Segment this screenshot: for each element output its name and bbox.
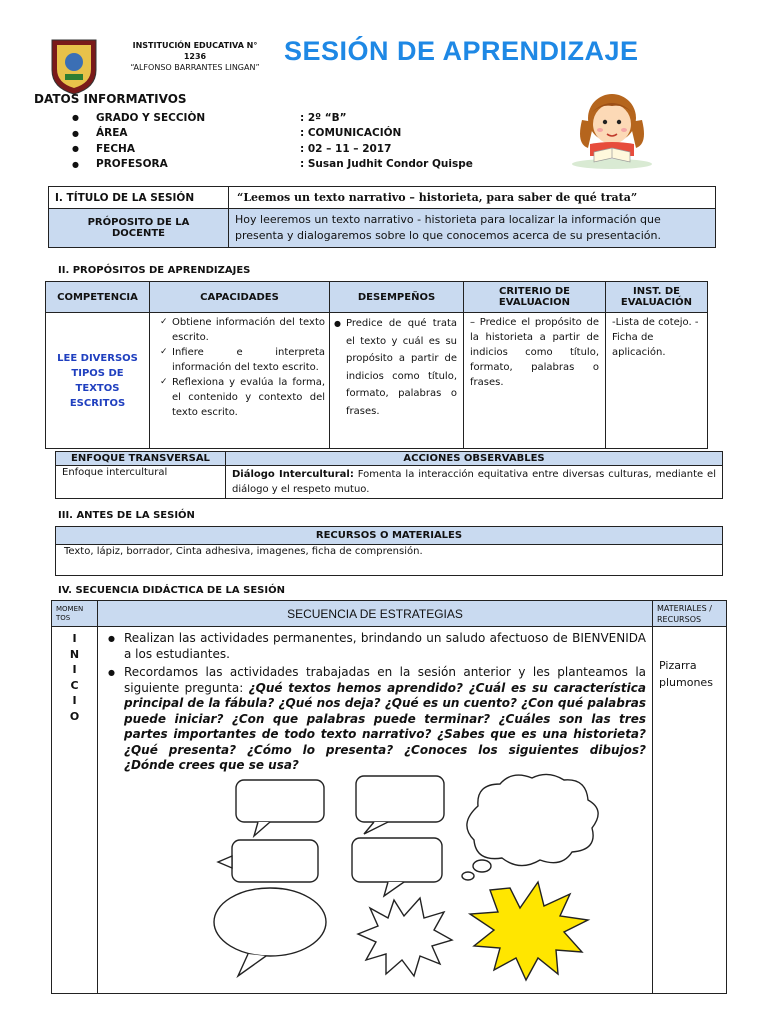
antes-heading: III. ANTES DE LA SESIÓN (58, 510, 195, 521)
recursos-table (55, 526, 723, 576)
propositos-table (45, 281, 708, 449)
col-materiales: MATERIALES / RECURSOS (653, 601, 727, 627)
speech-bubble-rect (356, 776, 444, 834)
strategy-item (102, 631, 646, 662)
enfoque-header: ENFOQUE TRANSVERSAL (56, 452, 226, 466)
moment-letter: O (69, 709, 80, 723)
instrumento-value: -Lista de cotejo. -Ficha de aplicación. (606, 313, 708, 449)
capacidades-list (160, 315, 325, 420)
datos-row: ● GRADO Y SECCIÒN : 2º “B” (72, 111, 347, 124)
strategy-item (102, 665, 646, 774)
datos-row: ● FECHA : 02 – 11 – 2017 (72, 142, 392, 155)
proposito-value: Hoy leeremos un texto narrativo - historieta para localizar la información que presenta y dialogaremos sobre lo que conocemos acerca de su presentación. (229, 209, 716, 248)
desempeno-item: ● Predice de qué trata el texto y cuál es su propósito a partir de indicios como título, formato, palabras o frases. (334, 318, 457, 417)
datos-list (72, 110, 473, 172)
school-name (110, 40, 280, 73)
page-title: SESIÓN DE APRENDIZAJE (284, 36, 639, 66)
datos-label: PROFESORA (96, 158, 168, 171)
col-capacidades: CAPACIDADES (150, 282, 330, 313)
criterio-value: – Predice el propósito de la historieta a partir de indicios como título, formato, palabras o frases. (464, 313, 606, 449)
titulo-table (48, 186, 716, 248)
school-line-1: INSTITUCIÓN EDUCATIVA N° (132, 41, 258, 50)
strategy-text: Realizan las actividades permanentes, brindando un saludo afectuoso de BIENVENIDA a los estudiantes. (124, 631, 646, 661)
col-desempenos: DESEMPEÑOS (330, 282, 464, 313)
speech-bubble-oval (214, 888, 326, 976)
proposito-label: PRÓPOSITO DE LA DOCENTE (49, 209, 229, 248)
datos-row: ● ÁREA : COMUNICACIÓN (72, 127, 402, 140)
datos-value: : Susan Judhit Condor Quispe (300, 158, 473, 171)
acciones-header: ACCIONES OBSERVABLES (226, 452, 723, 466)
speech-bubble-rect (352, 838, 442, 896)
moment-inicio (52, 627, 98, 994)
datos-label: FECHA (96, 142, 135, 155)
speech-bubbles-illustration (208, 770, 612, 990)
shout-bubble-spiky (358, 898, 452, 976)
moment-letter: C (70, 678, 79, 692)
strategy-question: ¿Qué textos hemos aprendido? ¿Cuál es su característica principal de la fábula? ¿Qué nos deja? ¿Qué es un cuento? ¿Con qué palabras puede iniciar? ¿Con que palabras puede terminar? ¿Cuáles son las tres partes importantes de todo texto narrativo? ¿Sabes que es una historieta? ¿Qué presenta? ¿Cómo lo presenta? ¿Conoces los siguientes dibujos? ¿Dónde crees que se usa? (124, 680, 646, 772)
explosion-bubble-yellow (470, 882, 588, 980)
competencia-value: LEE DIVERSOS TIPOS DE TEXTOS ESCRITOS (46, 313, 150, 449)
desempeno-text: Predice de qué trata el texto y cuál es su propósito a partir de indicios como título, formato, palabras o frases. (346, 318, 457, 417)
materiales-value: Pizarra plumones (653, 627, 727, 994)
recursos-header: RECURSOS O MATERIALES (56, 527, 723, 545)
moment-letter: I (72, 632, 77, 645)
col-competencia: COMPETENCIA (46, 282, 150, 313)
capacidad-item: ✓ Obtiene información del texto escrito. (160, 315, 325, 345)
strategy-list (102, 631, 646, 774)
datos-value: : COMUNICACIÓN (300, 127, 402, 140)
datos-label: GRADO Y SECCIÒN (96, 111, 206, 124)
datos-label: ÁREA (96, 127, 128, 140)
col-instrumento: INST. DE EVALUACIÓN (606, 282, 708, 313)
school-line-3: “ALFONSO BARRANTES LINGAN” (130, 63, 260, 72)
thought-bubble-cloud (462, 774, 598, 880)
secuencia-heading: IV. SECUENCIA DIDÁCTICA DE LA SESIÓN (58, 585, 285, 596)
accion-label: Diálogo Intercultural: (232, 469, 354, 480)
speech-bubble-rect (236, 780, 324, 836)
col-estrategias: SECUENCIA DE ESTRATEGIAS (98, 601, 653, 627)
datos-value: : 02 – 11 – 2017 (300, 142, 392, 155)
moment-letter: I (72, 663, 77, 676)
titulo-label: I. TÍTULO DE LA SESIÓN (49, 187, 229, 209)
speech-bubble-rect (218, 840, 318, 882)
capacidad-item: ✓ Infiere e interpreta información del texto escrito. (160, 345, 325, 375)
enfoque-table (55, 451, 723, 499)
accion-text: Fomenta la interacción equitativa entre diversas culturas, mediante el diálogo y el respeto mutuo. (232, 469, 716, 495)
col-momentos: MOMEN TOS (52, 601, 98, 627)
girl-reading-illustration (568, 82, 656, 170)
propositos-heading: II. PROPÓSITOS DE APRENDIZAJES (58, 265, 251, 276)
strategy-text: Recordamos las actividades trabajadas en la sesión anterior y les planteamos la siguiente pregunta: (124, 665, 646, 695)
school-logo (48, 36, 100, 96)
datos-heading: DATOS INFORMATIVOS (34, 92, 187, 106)
col-criterio: CRITERIO DE EVALUACION (464, 282, 606, 313)
recursos-value: Texto, lápiz, borrador, Cinta adhesiva, imagenes, ficha de comprensión. (56, 545, 723, 576)
titulo-value: “Leemos un texto narrativo – historieta, para saber de qué trata” (229, 187, 716, 209)
moment-letter: I (72, 694, 77, 707)
datos-row: ● PROFESORA : Susan Judhit Condor Quispe (72, 158, 473, 171)
moment-letter: N (69, 647, 80, 661)
datos-value: : 2º “B” (300, 111, 347, 124)
school-line-2: 1236 (183, 52, 207, 61)
capacidad-item: ✓ Reflexiona y evalúa la forma, el contenido y contexto del texto escrito. (160, 375, 325, 420)
enfoque-value: Enfoque intercultural (56, 466, 226, 499)
